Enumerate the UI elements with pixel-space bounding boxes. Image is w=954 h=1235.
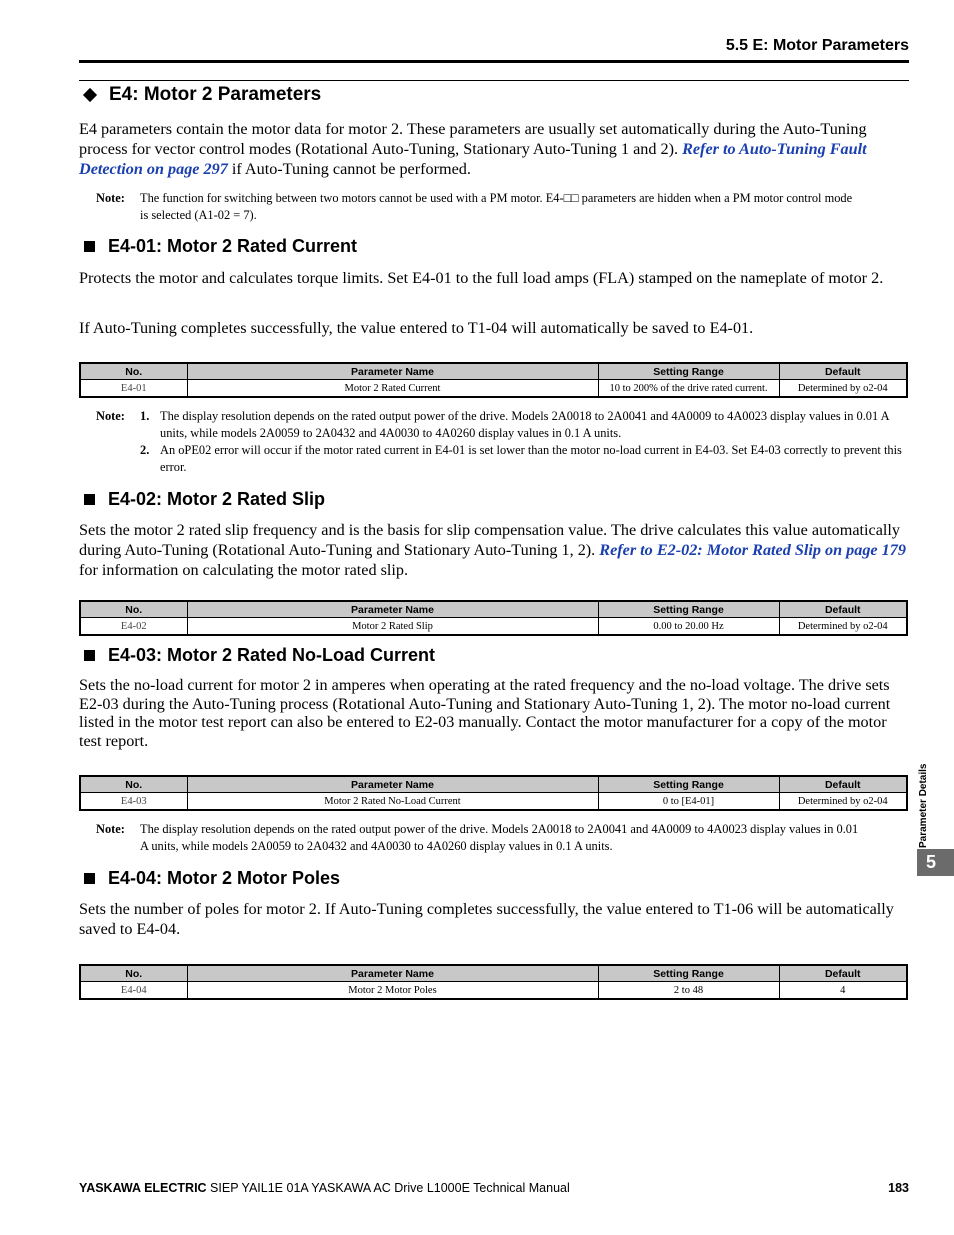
square-bullet-icon xyxy=(84,241,95,252)
cell-range: 0 to [E4-01] xyxy=(598,793,779,811)
section-heading-e4-04 xyxy=(84,868,340,889)
e4-01-paragraph-1: Protects the motor and calculates torque limits. Set E4-01 to the full load amps (FLA) stamped on the nameplate of motor 2. xyxy=(79,269,884,287)
title-rule xyxy=(79,80,909,81)
cell-no: E4-01 xyxy=(80,380,187,398)
e4-02-paragraph xyxy=(79,520,909,580)
section-heading-e4-02 xyxy=(84,489,325,510)
col-header-no: No. xyxy=(80,776,187,793)
col-header-default: Default xyxy=(779,776,907,793)
intro-text-end: if Auto-Tuning cannot be performed. xyxy=(227,160,471,178)
section-heading-text: E4-03: Motor 2 Rated No-Load Current xyxy=(108,645,436,665)
square-bullet-icon xyxy=(84,873,95,884)
header-rule xyxy=(79,60,909,63)
note-item-number: 1. xyxy=(140,409,150,423)
e4-04-paragraph: Sets the number of poles for motor 2. If Auto-Tuning completes successfully, the value entered to T1-06 will be automatically saved to E4-04. xyxy=(79,900,894,938)
cell-default: Determined by o2-04 xyxy=(779,380,907,398)
page-title-text: E4: Motor 2 Parameters xyxy=(109,84,322,105)
footer-doc: SIEP YAIL1E 01A YASKAWA AC Drive L1000E Technical Manual xyxy=(206,1181,570,1195)
col-header-name: Parameter Name xyxy=(187,776,598,793)
cell-no: E4-03 xyxy=(80,793,187,811)
e4-03-paragraph: Sets the no-load current for motor 2 in amperes when operating at the rated frequency and the no-load voltage. The drive sets E2-03 during the Auto-Tuning process (Rotational Auto-Tuning and Stationary Auto-Tuning 1, 2). The motor no-load current listed in the motor test report can also be entered to E2-03 manually. Contact the motor manufacturer for a copy of the motor test report. xyxy=(79,676,891,750)
note-item-text: The display resolution depends on the rated output power of the drive. Models 2A0018 to 2A0041 and 4A0009 to 4A0023 display values in 0.01 A units, while models 2A0059 to 2A0432 and 4A0030 to 4A0260 display values in 0.1 A units. xyxy=(160,409,889,440)
note-text: The display resolution depends on the rated output power of the drive. Models 2A0018 to 2A0041 and 4A0009 to 4A0023 display values in 0.01 A units, while models 2A0059 to 2A0432 and 4A0030 to 4A0260 display values in 0.1 A units. xyxy=(140,822,859,853)
intro-paragraph xyxy=(79,119,909,179)
note-text: The function for switching between two motors cannot be used with a PM motor. E4-□□ parameters are hidden when a PM motor control mode is selected (A1-02 = 7). xyxy=(140,191,853,222)
table-row xyxy=(80,380,907,398)
cell-default: Determined by o2-04 xyxy=(779,618,907,636)
section-heading-text: E4-04: Motor 2 Motor Poles xyxy=(108,868,341,888)
auto-tuning-fault-link[interactable]: Refer to Auto-Tuning Fault Detection on page 297 xyxy=(79,140,867,178)
e4-01-paragraph-2: If Auto-Tuning completes successfully, the value entered to T1-04 will automatically be saved to E4-01. xyxy=(79,319,754,337)
e4-02-text-end: for information on calculating the motor rated slip. xyxy=(79,561,409,579)
section-heading-e4-01 xyxy=(84,236,357,257)
col-header-name: Parameter Name xyxy=(187,965,598,982)
diamond-bullet-icon xyxy=(83,88,97,102)
cell-name: Motor 2 Motor Poles xyxy=(187,982,598,1000)
note-item-text: An oPE02 error will occur if the motor rated current in E4-01 is set lower than the motor no-load current in E4-03. Set E4-03 correctly to prevent this error. xyxy=(160,443,902,474)
col-header-range: Setting Range xyxy=(598,601,779,618)
note-label: Note: xyxy=(96,822,125,836)
square-bullet-icon xyxy=(84,650,95,661)
running-header: 5.5 E: Motor Parameters xyxy=(725,37,909,54)
cell-no: E4-04 xyxy=(80,982,187,1000)
parameter-table-e4-02 xyxy=(79,600,908,636)
intro-note xyxy=(96,190,909,224)
col-header-no: No. xyxy=(80,601,187,618)
note-label: Note: xyxy=(96,191,125,205)
col-header-default: Default xyxy=(779,965,907,982)
parameter-table-e4-04 xyxy=(79,964,908,1000)
col-header-range: Setting Range xyxy=(598,363,779,380)
page-number: 183 xyxy=(888,1181,909,1195)
cell-default: 4 xyxy=(779,982,907,1000)
col-header-name: Parameter Name xyxy=(187,601,598,618)
col-header-name: Parameter Name xyxy=(187,363,598,380)
note-item-number: 2. xyxy=(140,443,150,457)
cell-default: Determined by o2-04 xyxy=(779,793,907,811)
table-row xyxy=(80,618,907,636)
chapter-tab: 5 xyxy=(917,849,954,876)
page-title xyxy=(81,84,321,106)
cell-name: Motor 2 Rated Slip xyxy=(187,618,598,636)
col-header-range: Setting Range xyxy=(598,965,779,982)
cell-range: 10 to 200% of the drive rated current. xyxy=(598,380,779,398)
e4-03-note xyxy=(96,821,909,855)
section-heading-e4-03 xyxy=(84,645,435,666)
cell-range: 0.00 to 20.00 Hz xyxy=(598,618,779,636)
chapter-side-label-text: Parameter Details xyxy=(918,763,929,848)
col-header-default: Default xyxy=(779,363,907,380)
table-row xyxy=(80,982,907,1000)
square-bullet-icon xyxy=(84,494,95,505)
parameter-table-e4-01 xyxy=(79,362,908,398)
footer-text xyxy=(79,1181,570,1195)
cell-name: Motor 2 Rated Current xyxy=(187,380,598,398)
table-row xyxy=(80,793,907,811)
col-header-default: Default xyxy=(779,601,907,618)
section-heading-text: E4-01: Motor 2 Rated Current xyxy=(108,236,358,256)
col-header-no: No. xyxy=(80,363,187,380)
e4-02-text: Sets the motor 2 rated slip frequency and is the basis for slip compensation value. The drive calculates this value automatically during Auto-Tuning (Rotational Auto-Tuning and Stationary Auto-Tuning 1, 2). xyxy=(79,521,900,559)
parameter-table-e4-03 xyxy=(79,775,908,811)
cell-range: 2 to 48 xyxy=(598,982,779,1000)
col-header-no: No. xyxy=(80,965,187,982)
cell-name: Motor 2 Rated No-Load Current xyxy=(187,793,598,811)
cell-no: E4-02 xyxy=(80,618,187,636)
section-heading-text: E4-02: Motor 2 Rated Slip xyxy=(108,489,326,509)
e4-01-note xyxy=(96,408,909,476)
note-label: Note: xyxy=(96,409,125,423)
e2-02-link[interactable]: Refer to E2-02: Motor Rated Slip on page 179 xyxy=(599,541,906,559)
footer-brand: YASKAWA ELECTRIC xyxy=(79,1181,207,1195)
col-header-range: Setting Range xyxy=(598,776,779,793)
intro-text: E4 parameters contain the motor data for motor 2. These parameters are usually set automatically during the Auto-Tuning process for vector control modes (Rotational Auto-Tuning, Stationary Auto-Tuning 1 and 2). xyxy=(79,120,867,158)
chapter-side-label xyxy=(918,748,938,848)
